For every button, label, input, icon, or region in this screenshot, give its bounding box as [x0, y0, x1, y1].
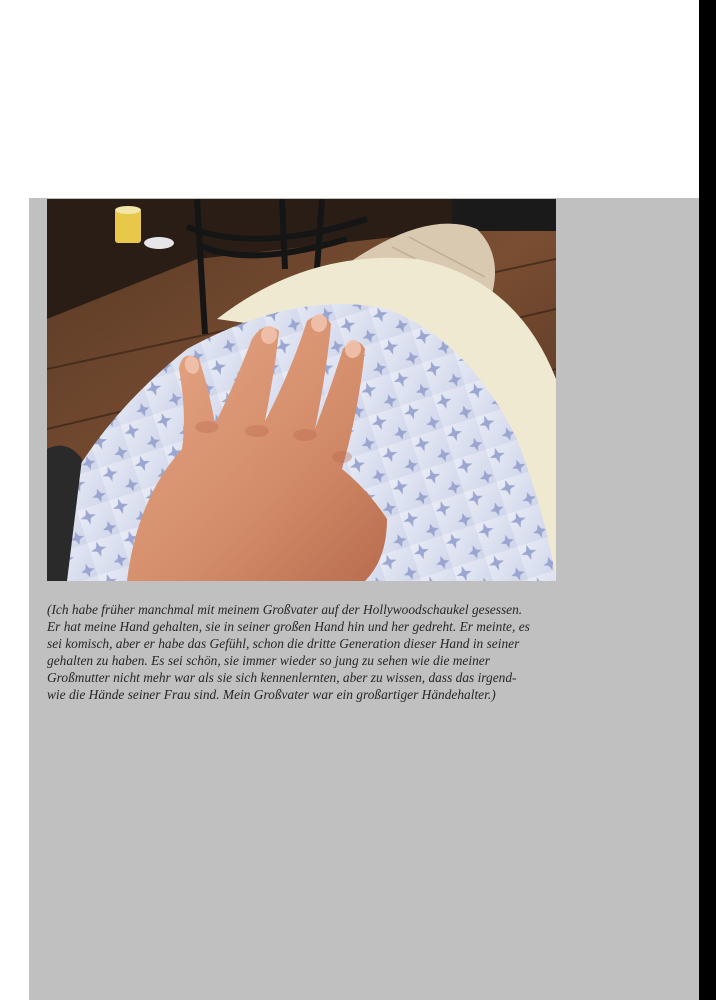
caption-line: gehalten zu haben. Es sei schön, sie immer wieder so jung zu sehen wie die meiner: [47, 653, 490, 668]
window-edge-bar: [699, 0, 716, 1000]
photo-illustration: [47, 199, 556, 581]
caption-line: Er hat meine Hand gehalten, sie in seiner großen Hand hin und her gedreht. Er meinte, es: [47, 619, 530, 634]
caption-line: wie die Hände seiner Frau sind. Mein Großvater war ein großartiger Händehalter.): [47, 687, 496, 702]
caption-line: (Ich habe früher manchmal mit meinem Großvater auf der Hollywoodschaukel gesessen.: [47, 602, 523, 617]
document-page: [29, 198, 699, 1000]
photo-hand-on-fabric: [47, 199, 556, 581]
caption-text: [47, 601, 562, 703]
caption-line: Großmutter nicht mehr war als sie sich kennenlernten, aber zu wissen, dass das irgend-: [47, 670, 517, 685]
caption-line: sei komisch, aber er habe das Gefühl, schon die dritte Generation dieser Hand in seiner: [47, 636, 520, 651]
